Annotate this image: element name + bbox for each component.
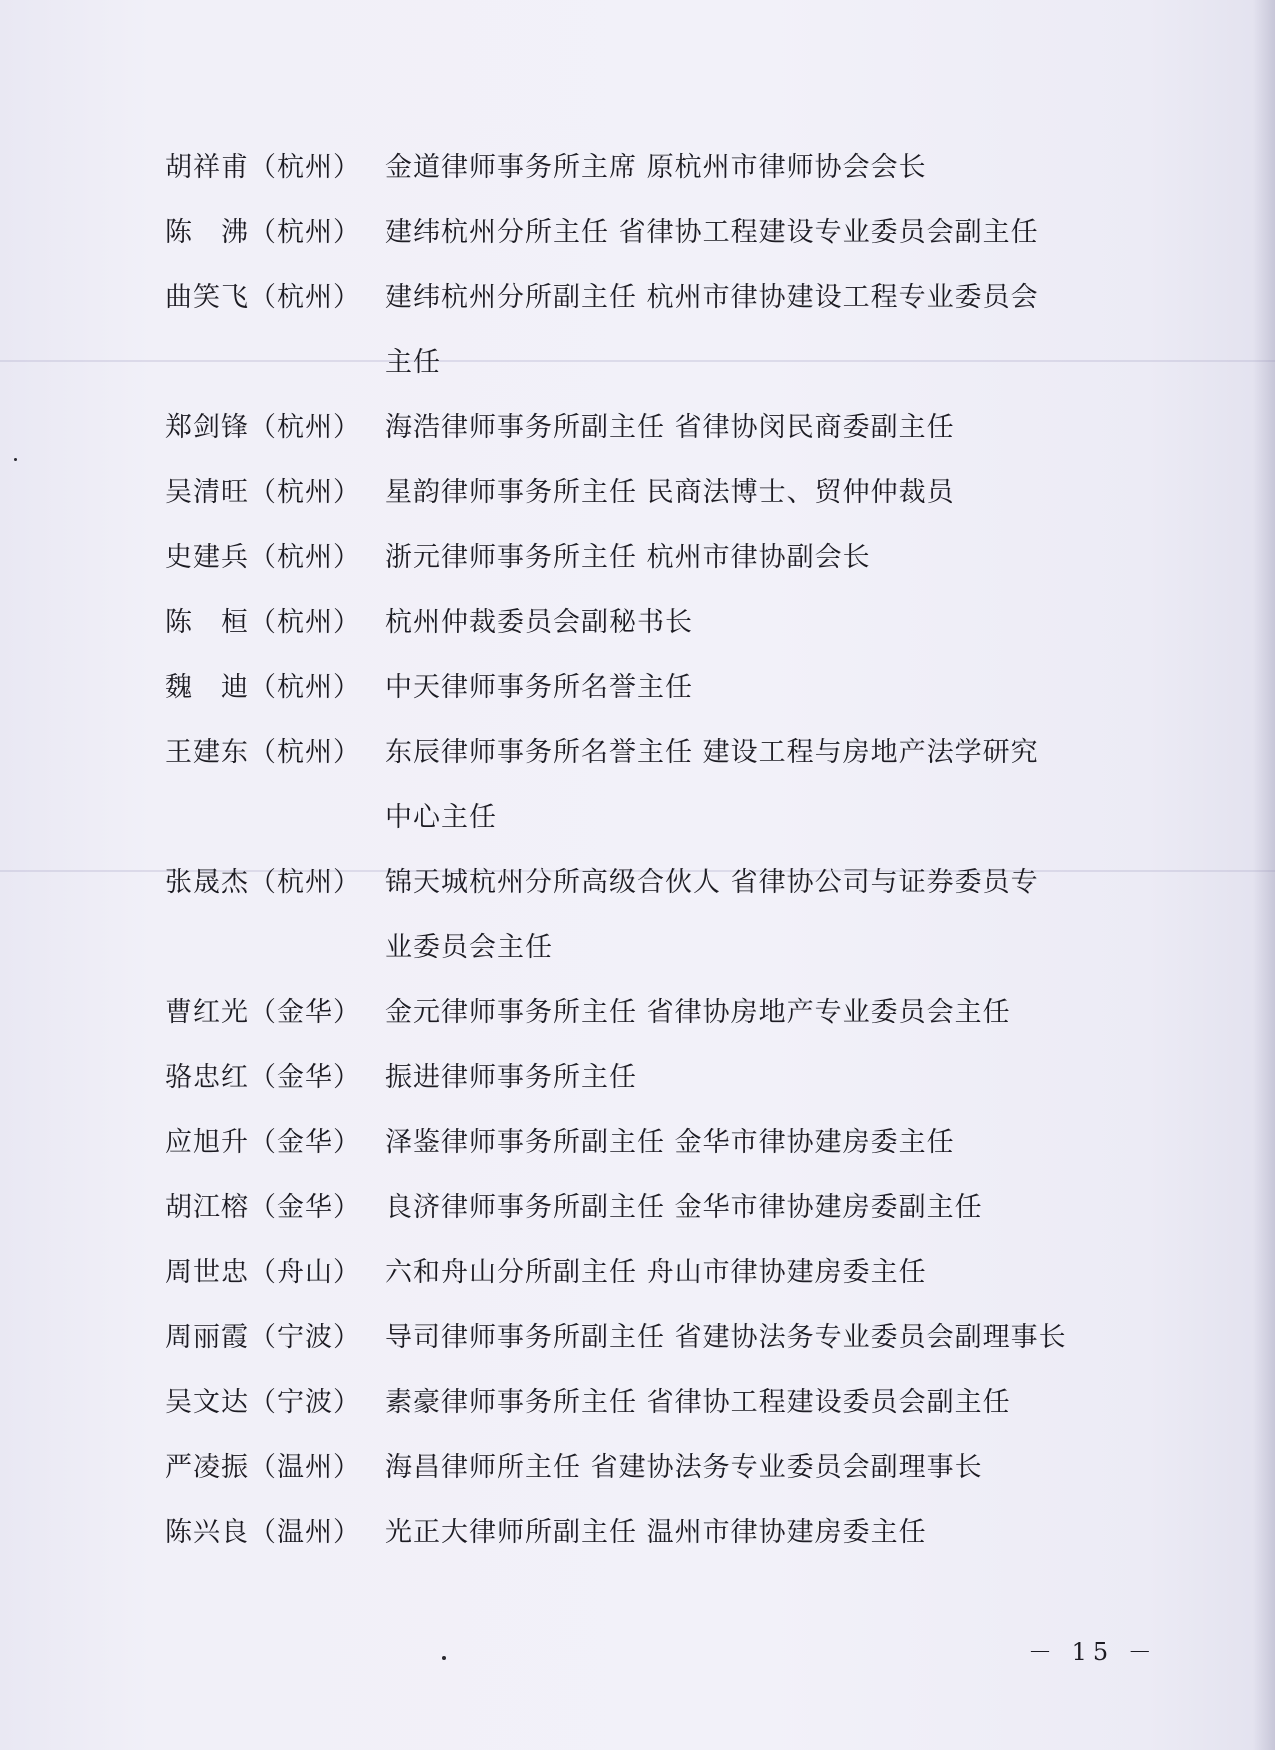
description-line: 东辰律师事务所名誉主任 建设工程与房地产法学研究	[385, 737, 1039, 768]
member-name: 陈 桓（杭州）	[165, 607, 361, 638]
member-name: 曲笑飞（杭州）	[165, 282, 361, 313]
roster-entry	[165, 535, 1125, 581]
roster-entry	[165, 730, 1125, 841]
member-description	[385, 1380, 1125, 1426]
description-line: 金道律师事务所主席 原杭州市律师协会会长	[385, 152, 927, 183]
description-line: 浙元律师事务所主任 杭州市律协副会长	[385, 542, 871, 573]
member-description	[385, 600, 1125, 646]
roster-entry	[165, 405, 1125, 451]
roster-entry	[165, 860, 1125, 971]
member-description	[385, 275, 1125, 386]
description-line: 六和舟山分所副主任 舟山市律协建房委主任	[385, 1257, 927, 1288]
member-description	[385, 730, 1125, 841]
member-name: 骆忠红（金华）	[165, 1062, 361, 1093]
member-name: 吴清旺（杭州）	[165, 477, 361, 508]
roster-entry	[165, 1380, 1125, 1426]
member-name: 史建兵（杭州）	[165, 542, 361, 573]
member-name: 应旭升（金华）	[165, 1127, 361, 1158]
roster-entry	[165, 1315, 1125, 1361]
member-name: 胡江榕（金华）	[165, 1192, 361, 1223]
member-description	[385, 470, 1125, 516]
member-description	[385, 990, 1125, 1036]
description-line: 业委员会主任	[385, 932, 553, 963]
roster-entry	[165, 1510, 1125, 1556]
ink-speck	[442, 1656, 446, 1660]
member-description	[385, 665, 1125, 711]
description-line: 海昌律师所主任 省建协法务专业委员会副理事长	[385, 1452, 983, 1483]
member-description	[385, 1055, 1125, 1101]
spine-shadow	[1253, 0, 1275, 1750]
member-name: 吴文达（宁波）	[165, 1387, 361, 1418]
description-line: 杭州仲裁委员会副秘书长	[385, 607, 693, 638]
roster-entry	[165, 1445, 1125, 1491]
roster-entry	[165, 665, 1125, 711]
description-line: 中天律师事务所名誉主任	[385, 672, 693, 703]
member-name: 郑剑锋（杭州）	[165, 412, 361, 443]
description-line: 建纬杭州分所副主任 杭州市律协建设工程专业委员会	[385, 282, 1039, 313]
page-number: － 15 －	[1028, 1638, 1158, 1666]
description-line: 金元律师事务所主任 省律协房地产专业委员会主任	[385, 997, 1011, 1028]
member-roster	[165, 145, 1125, 1575]
roster-entry	[165, 1055, 1125, 1101]
member-name: 周丽霞（宁波）	[165, 1322, 361, 1353]
member-description	[385, 1445, 1125, 1491]
roster-entry	[165, 210, 1125, 256]
description-line: 振进律师事务所主任	[385, 1062, 637, 1093]
member-name: 陈兴良（温州）	[165, 1517, 361, 1548]
description-line: 中心主任	[385, 802, 497, 833]
roster-entry	[165, 145, 1125, 191]
member-name: 严凌振（温州）	[165, 1452, 361, 1483]
description-line: 主任	[385, 347, 441, 378]
ink-speck	[14, 458, 17, 461]
description-line: 建纬杭州分所主任 省律协工程建设专业委员会副主任	[385, 217, 1039, 248]
member-name: 胡祥甫（杭州）	[165, 152, 361, 183]
member-name: 周世忠（舟山）	[165, 1257, 361, 1288]
description-line: 光正大律师所副主任 温州市律协建房委主任	[385, 1517, 927, 1548]
member-description	[385, 1185, 1125, 1231]
description-line: 锦天城杭州分所高级合伙人 省律协公司与证券委员专	[385, 867, 1039, 898]
roster-entry	[165, 275, 1125, 386]
member-description	[385, 1120, 1125, 1166]
member-description	[385, 1315, 1125, 1361]
member-description	[385, 535, 1125, 581]
roster-entry	[165, 1120, 1125, 1166]
roster-entry	[165, 1185, 1125, 1231]
description-line: 泽鉴律师事务所副主任 金华市律协建房委主任	[385, 1127, 955, 1158]
member-description	[385, 1510, 1125, 1556]
member-description	[385, 210, 1125, 256]
member-name: 张晟杰（杭州）	[165, 867, 361, 898]
roster-entry	[165, 1250, 1125, 1296]
member-description	[385, 860, 1125, 971]
member-description	[385, 145, 1125, 191]
description-line: 星韵律师事务所主任 民商法博士、贸仲仲裁员	[385, 477, 955, 508]
description-line: 海浩律师事务所副主任 省律协闵民商委副主任	[385, 412, 955, 443]
description-line: 良济律师事务所副主任 金华市律协建房委副主任	[385, 1192, 983, 1223]
description-line: 导司律师事务所副主任 省建协法务专业委员会副理事长	[385, 1322, 1067, 1353]
member-name: 王建东（杭州）	[165, 737, 361, 768]
member-description	[385, 405, 1125, 451]
roster-entry	[165, 990, 1125, 1036]
description-line: 素豪律师事务所主任 省律协工程建设委员会副主任	[385, 1387, 1011, 1418]
member-name: 魏 迪（杭州）	[165, 672, 361, 703]
roster-entry	[165, 600, 1125, 646]
roster-entry	[165, 470, 1125, 516]
member-description	[385, 1250, 1125, 1296]
member-name: 陈 沸（杭州）	[165, 217, 361, 248]
member-name: 曹红光（金华）	[165, 997, 361, 1028]
